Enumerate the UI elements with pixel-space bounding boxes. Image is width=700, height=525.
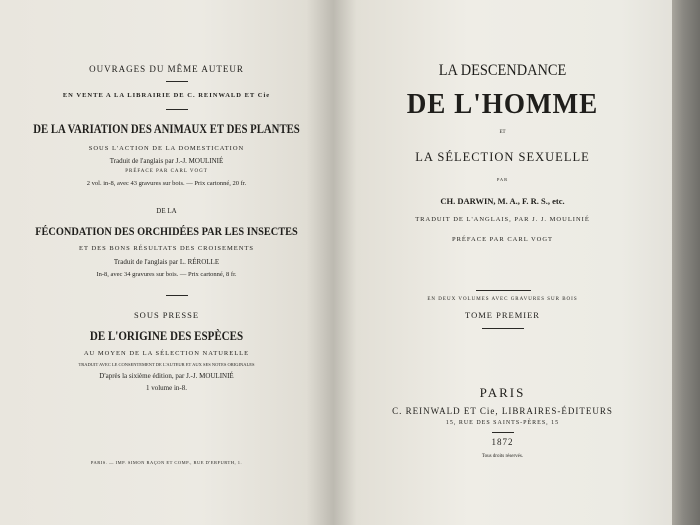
by-label: PAR [496,177,509,182]
press-header: SOUS PRESSE [133,310,200,320]
book1-title: DE LA VARIATION DES ANIMAUX ET DES PLANTES [33,122,300,136]
sale-line: EN VENTE A LA LIBRAIRIE DE C. REINWALD ET Cie [62,92,271,99]
translator-line: TRADUIT DE L'ANGLAIS, PAR J. J. MOULINIÉ [415,216,590,223]
printer-line: PARIS. — IMP. SIMON RAÇON ET COMP., RUE D'ERFURTH, 1. [90,460,243,465]
book2-details: In-8, avec 34 gravures sur bois. — Prix cartonné, 8 fr. [96,271,237,278]
author: CH. DARWIN, M. A., F. R. S., etc. [440,196,565,206]
title-line-1: LA DESCENDANCE [438,62,567,79]
title-line-2: DE L'HOMME [406,89,599,120]
book3-note: TRADUIT AVEC LE CONSENTEMENT DE L'AUTEUR ET AUX SES NOTES ORIGINALES [78,362,255,367]
book1-subtitle: SOUS L'ACTION DE LA DOMESTICATION [88,145,245,152]
address: 15, RUE DES SAINTS-PÈRES, 15 [445,420,560,426]
divider [492,432,514,433]
page-edge [672,0,700,525]
divider [476,290,531,291]
title-et: ET [499,130,506,135]
volumes-line: EN DEUX VOLUMES AVEC GRAVURES SUR BOIS [427,297,578,302]
title-page [333,0,672,525]
divider [166,81,188,82]
left-header: OUVRAGES DU MÊME AUTEUR [89,64,244,74]
preface-line: PRÉFACE PAR CARL VOGT [451,236,553,243]
title-line-3: LA SÉLECTION SEXUELLE [415,150,590,164]
book2-title: FÉCONDATION DES ORCHIDÉES PAR LES INSECTES [35,224,298,238]
divider [482,328,524,329]
city: PARIS [479,385,526,400]
publisher: C. REINWALD ET Cie, LIBRAIRES-ÉDITEURS [392,406,613,416]
rights-note: Tous droits réservés. [481,454,524,459]
book1-translator: Traduit de l'anglais par J.-J. MOULINIÉ [109,157,224,165]
divider [166,295,188,296]
book2-pre: DE LA [156,207,177,215]
book3-subtitle: AU MOYEN DE LA SÉLECTION NATURELLE [83,350,250,357]
book2-translator: Traduit de l'anglais par L. RÉROLLE [113,258,220,266]
book1-details: 2 vol. in-8, avec 43 gravures sur bois. — Prix cartonné, 20 fr. [86,180,247,187]
book3-edition: D'après la sixième édition, par J.-J. MOULINIÉ [99,372,234,380]
book1-preface: PRÉFACE PAR CARL VOGT [125,169,208,174]
book3-details: 1 volume in-8. [145,384,188,392]
divider [166,109,188,110]
tome-line: TOME PREMIER [465,310,540,320]
book2-subtitle: ET DES BONS RÉSULTATS DES CROISEMENTS [79,245,254,252]
book3-title: DE L'ORIGINE DES ESPÈCES [89,329,244,343]
left-page [0,0,333,525]
year: 1872 [491,437,514,447]
